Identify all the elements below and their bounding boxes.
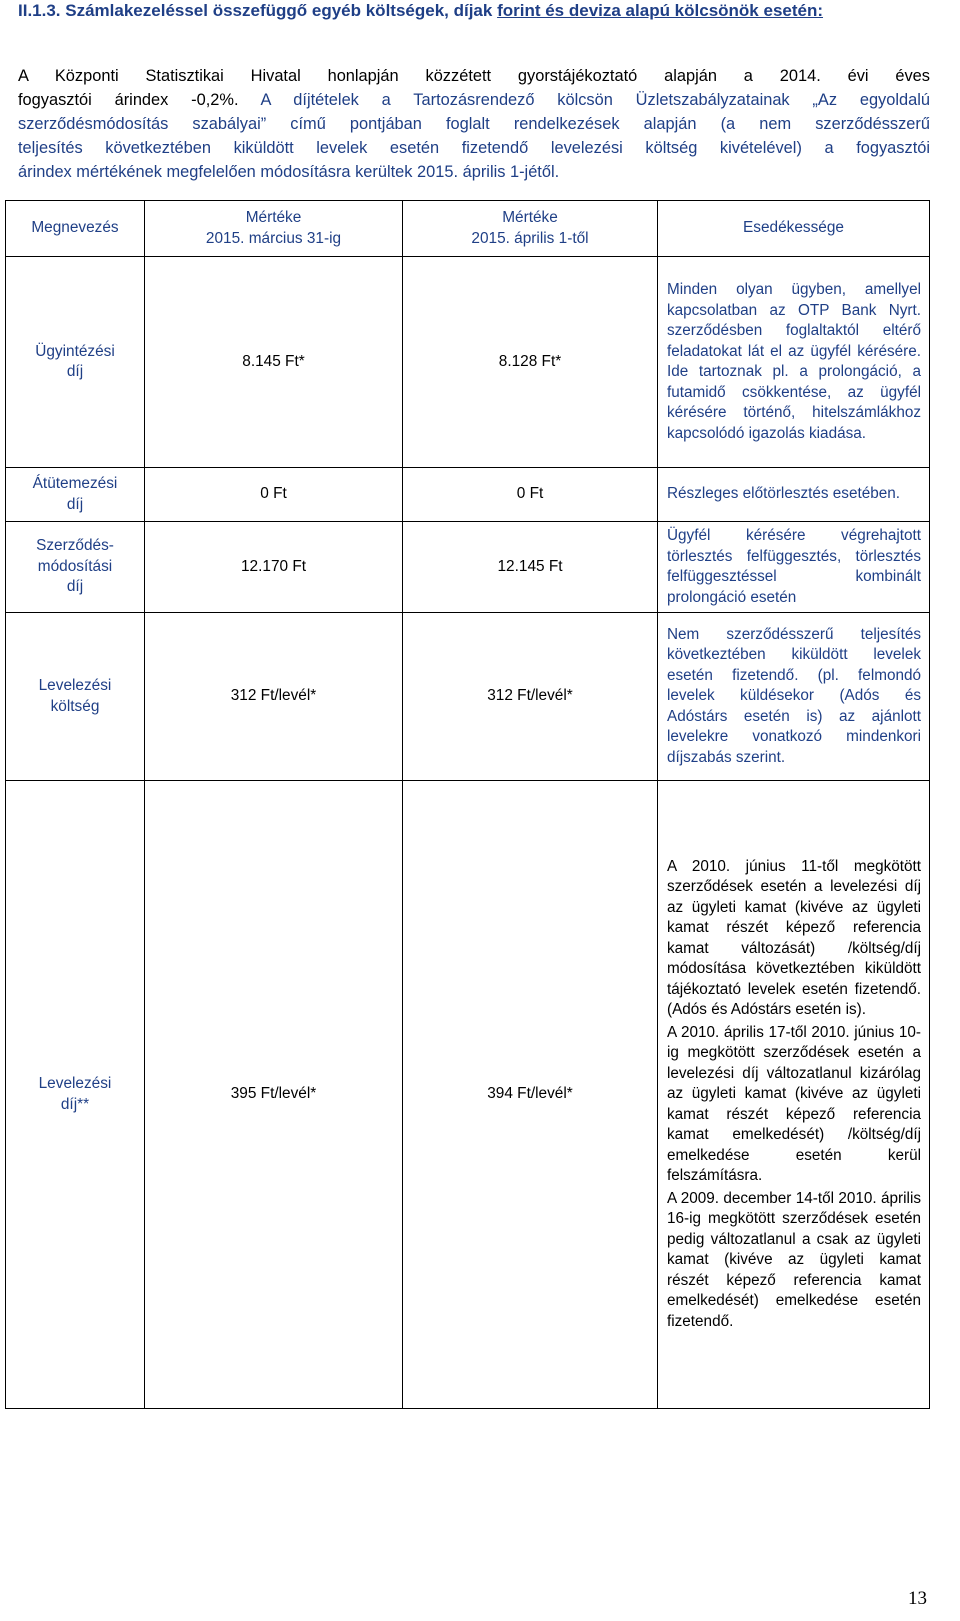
header-text: 2015. március 31-ig — [205, 229, 342, 247]
row-amount-before: 8.145 Ft* — [145, 257, 403, 468]
intro-paragraph — [18, 64, 930, 184]
row-due — [658, 781, 930, 1409]
table-header-row — [6, 201, 930, 257]
row-name — [6, 522, 145, 613]
row-name — [6, 257, 145, 468]
row-name-text: Ügyintézési — [35, 342, 115, 360]
row-due-paragraph: A 2010. június 11-től megkötött szerződések esetén a levelezési díj az ügyleti kamat (kivéve az ügyleti kamat részét képező referencia kamat változását) /költség/díj módosítása következtében kiküldött tájékoztató levelek esetén fizetendő. (Adós és Adóstárs esetén is). — [667, 857, 921, 1019]
row-amount-after: 8.128 Ft* — [403, 257, 658, 468]
row-name-text: Szerződés- — [36, 537, 114, 555]
intro-line — [18, 88, 930, 112]
row-due-paragraph: A 2010. április 17-től 2010. június 10-ig megkötött szerződések esetén a levelezési díj változatlanul kizárólag az ügyleti kamat (kivéve az ügyleti kamat részét képező referencia kamat emelkedését) /költség/díj emelkedése esetén kerül felszámításra. — [667, 1023, 921, 1185]
row-name-text: Levelezési — [38, 677, 112, 694]
intro-line: A Központi Statisztikai Hivatal honlapján közzétett gyorstájékoztató alapján a 2014. évi éves — [18, 67, 930, 85]
intro-text-highlight: A díjtételek a Tartozásrendező kölcsön Üzletszabályzatainak „Az egyoldalú — [238, 91, 930, 109]
intro-line: teljesítés következtében kiküldött levelek esetén fizetendő levelezési költség kivételével) a fogyasztói — [18, 139, 930, 157]
row-due-text: Ügyfél kérésére végrehajtott törlesztés felfüggesztés, törlesztés felfüggesztéssel kombinált prolongáció esetén — [667, 527, 921, 606]
row-amount-after: 312 Ft/levél* — [403, 613, 658, 781]
row-due — [658, 257, 930, 468]
row-due — [658, 522, 930, 613]
row-name-text: díj — [66, 495, 84, 513]
row-amount-before: 0 Ft — [145, 468, 403, 522]
row-amount-before: 395 Ft/levél* — [145, 781, 403, 1409]
header-amount-after — [403, 201, 658, 257]
row-due — [658, 468, 930, 522]
row-name-text: költség — [50, 697, 100, 715]
intro-text: fogyasztói árindex -0,2%. — [18, 91, 239, 109]
row-due-text: Részleges előtörlesztés esetében. — [667, 485, 900, 503]
row-amount-after: 12.145 Ft — [403, 522, 658, 613]
row-name — [6, 781, 145, 1409]
row-name — [6, 468, 145, 522]
table-row — [6, 522, 930, 613]
section-title-underlined: forint és deviza alapú kölcsönök esetén: — [497, 1, 824, 20]
header-text: Mértéke — [245, 209, 302, 226]
intro-line: szerződésmódosítás szabályai” című pontjában foglalt rendelkezések alapján (a nem szerződésszerű — [18, 115, 930, 133]
header-text: 2015. április 1-től — [471, 229, 589, 247]
page-number: 13 — [908, 1588, 927, 1609]
row-name-text: díj — [66, 363, 84, 380]
header-text: Mértéke — [502, 209, 558, 226]
row-name-text: Levelezési — [38, 1075, 112, 1092]
table-row — [6, 468, 930, 522]
section-number: II.1.3. — [18, 1, 61, 20]
row-amount-before: 312 Ft/levél* — [145, 613, 403, 781]
intro-line: árindex mértékének megfelelően módosításra kerültek 2015. április 1-jétől. — [18, 163, 560, 181]
row-amount-after: 394 Ft/levél* — [403, 781, 658, 1409]
row-due-paragraph: A 2009. december 14-től 2010. április 16-ig megkötött szerződések esetén pedig változatlanul a csak az ügyleti kamat (kivéve az ügyleti kamat részét képező referencia kamat emelkedését) emelkedése esetén fizetendő. — [667, 1189, 921, 1330]
table-row — [6, 257, 930, 468]
row-due-text: Minden olyan ügyben, amellyel kapcsolatban az OTP Bank Nyrt. szerződésben foglaltaktól eltérő feladatokat lát el az ügyfél kérésére. Ide tartoznak pl. a prolongáció, a futamidő csökkentése, az ügyfél kérésére történő, hitelszámlákhoz kapcsolódó igazolás kiadása. — [667, 281, 921, 442]
header-amount-before — [145, 201, 403, 257]
row-name-text: díj — [66, 578, 84, 596]
table-row — [6, 781, 930, 1409]
header-name: Megnevezés — [6, 201, 145, 257]
header-due: Esedékessége — [658, 201, 930, 257]
row-due-text: Nem szerződésszerű teljesítés következtében kiküldött levelek esetén fizetendő. (pl. felmondó levelek küldésekor (Adós és Adóstárs esetén is) az ajánlott levelekre vonatkozó mindenkori díjszabás szerint. — [667, 625, 921, 766]
row-amount-after: 0 Ft — [403, 468, 658, 522]
row-due — [658, 613, 930, 781]
fee-table — [5, 200, 930, 1409]
section-title: Számlakezeléssel összefüggő egyéb költségek, díjak — [65, 1, 493, 20]
row-name-text: díj** — [60, 1095, 90, 1113]
row-name-text: módosítási — [37, 557, 113, 575]
table-row — [6, 613, 930, 781]
row-name-text: Átütemezési — [32, 475, 118, 492]
row-amount-before: 12.170 Ft — [145, 522, 403, 613]
row-name — [6, 613, 145, 781]
section-heading — [18, 0, 923, 21]
